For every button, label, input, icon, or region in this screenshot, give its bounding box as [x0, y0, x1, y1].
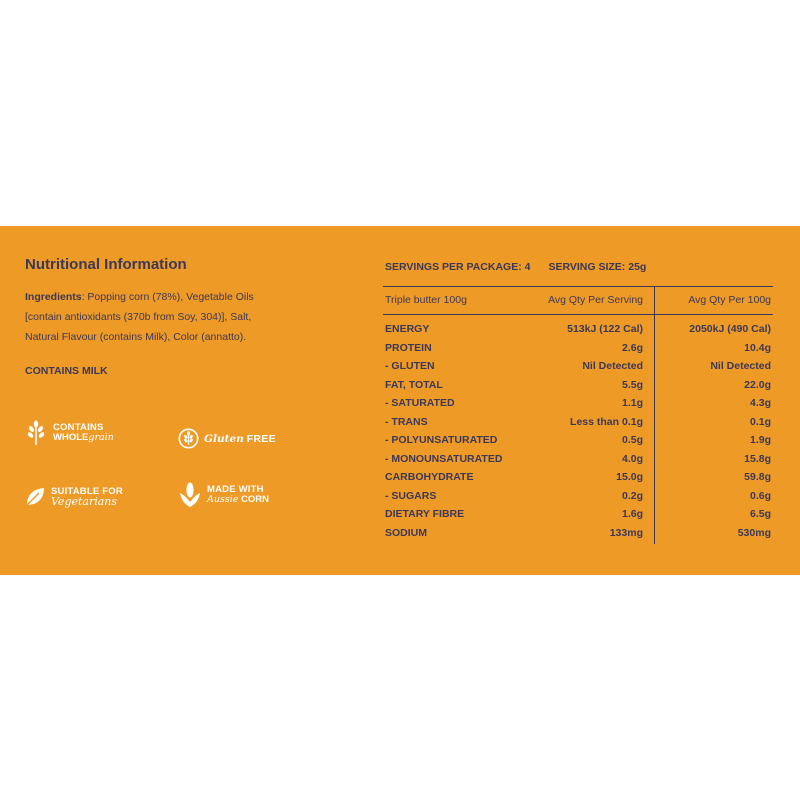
vegetarian-badge	[24, 486, 123, 508]
row-per-100g: 15.8g	[744, 452, 771, 465]
row-per-serving: 4.0g	[621, 452, 643, 465]
badge-aussie-word: CORN	[241, 494, 270, 505]
row-per-serving: Nil Detected	[582, 360, 643, 372]
row-per-serving: 5.5g	[621, 378, 643, 391]
row-label: SODIUM	[385, 526, 427, 539]
row-per-serving: 0.2g	[621, 489, 643, 502]
table-row	[383, 416, 773, 434]
table-header-rule	[383, 314, 773, 315]
row-per-100g: 6.5g	[749, 508, 771, 520]
row-per-100g: 1.9g	[749, 434, 771, 446]
table-top-rule	[383, 286, 773, 287]
table-row	[383, 397, 773, 415]
table-row	[383, 471, 773, 489]
servings-per-package: SERVINGS PER PACKAGE: 4	[385, 261, 531, 273]
row-per-100g: 22.0g	[744, 378, 771, 391]
row-label: - SUGARS	[385, 489, 437, 502]
row-per-100g: Nil Detected	[710, 360, 771, 372]
ingredients-text	[25, 287, 305, 347]
table-row	[383, 434, 773, 452]
header-per-serving: Avg Qty Per Serving	[548, 294, 643, 306]
corn-icon	[178, 482, 202, 508]
row-per-serving: 15.0g	[616, 471, 643, 483]
badge-aussie-script: Aussie	[207, 494, 239, 505]
gluten-free-icon	[178, 428, 199, 449]
row-label: ENERGY	[385, 323, 430, 335]
badge-vegetarian-line-1: SUITABLE FOR	[51, 486, 123, 497]
row-label: - MONOUNSATURATED	[385, 452, 503, 465]
row-label: - TRANS	[385, 415, 428, 428]
table-row	[383, 379, 773, 397]
row-per-100g: 530mg	[737, 526, 771, 539]
row-label: PROTEIN	[385, 341, 432, 354]
ingredients-label: Ingredients	[25, 291, 82, 303]
row-per-100g: 59.8g	[744, 471, 771, 483]
serving-size: SERVING SIZE: 25g	[548, 261, 647, 273]
badge-wholegrain-line-1: CONTAINS	[53, 422, 104, 433]
wholegrain-badge	[24, 420, 114, 446]
badge-wholegrain-script: grain	[88, 432, 114, 443]
badge-gluten-word: FREE	[246, 432, 276, 445]
row-per-serving: 1.1g	[621, 397, 643, 409]
servings-info	[385, 261, 646, 273]
row-label: - POLYUNSATURATED	[385, 434, 498, 446]
gluten-free-badge	[178, 428, 276, 449]
row-per-100g: 4.3g	[749, 397, 771, 409]
table-row	[383, 527, 773, 545]
table-row	[383, 323, 773, 341]
table-row	[383, 453, 773, 471]
allergen-statement: CONTAINS MILK	[25, 365, 108, 377]
row-label: CARBOHYDRATE	[385, 471, 474, 483]
row-per-100g: 0.6g	[749, 489, 771, 502]
wheat-icon	[24, 420, 48, 446]
aussie-corn-badge	[178, 482, 269, 508]
row-per-serving: 1.6g	[621, 508, 643, 520]
badge-aussie-line-1: MADE WITH	[207, 484, 264, 495]
page-title: Nutritional Information	[25, 256, 187, 273]
ingredients-line-2: [contain antioxidants (370b from Soy, 304)], Salt,	[25, 311, 252, 323]
ingredients-line-3: Natural Flavour (contains Milk), Color (annatto).	[25, 331, 247, 343]
header-product: Triple butter 100g	[385, 294, 467, 306]
row-per-serving: 133mg	[609, 526, 643, 539]
badge-wholegrain-word: WHOLE	[53, 432, 89, 443]
row-label: - GLUTEN	[385, 360, 435, 372]
table-row	[383, 508, 773, 526]
leaf-icon	[24, 486, 46, 508]
badge-gluten-script: Gluten	[204, 432, 244, 445]
table-row	[383, 490, 773, 508]
row-label: DIETARY FIBRE	[385, 508, 465, 520]
row-per-100g: 10.4g	[744, 341, 771, 354]
row-per-serving: 513kJ (122 Cal)	[567, 323, 643, 335]
ingredients-line-1: : Popping corn (78%), Vegetable Oils	[81, 291, 254, 303]
row-label: - SATURATED	[385, 397, 455, 409]
table-row	[383, 342, 773, 360]
row-per-serving: 0.5g	[621, 434, 643, 446]
badge-vegetarian-script: Vegetarians	[51, 495, 118, 508]
header-per-100g: Avg Qty Per 100g	[688, 294, 771, 306]
row-label: FAT, TOTAL	[385, 378, 443, 391]
row-per-serving: 2.6g	[621, 341, 643, 354]
row-per-100g: 2050kJ (490 Cal)	[689, 323, 771, 335]
row-per-serving: Less than 0.1g	[570, 415, 643, 428]
table-row	[383, 360, 773, 378]
row-per-100g: 0.1g	[749, 415, 771, 428]
